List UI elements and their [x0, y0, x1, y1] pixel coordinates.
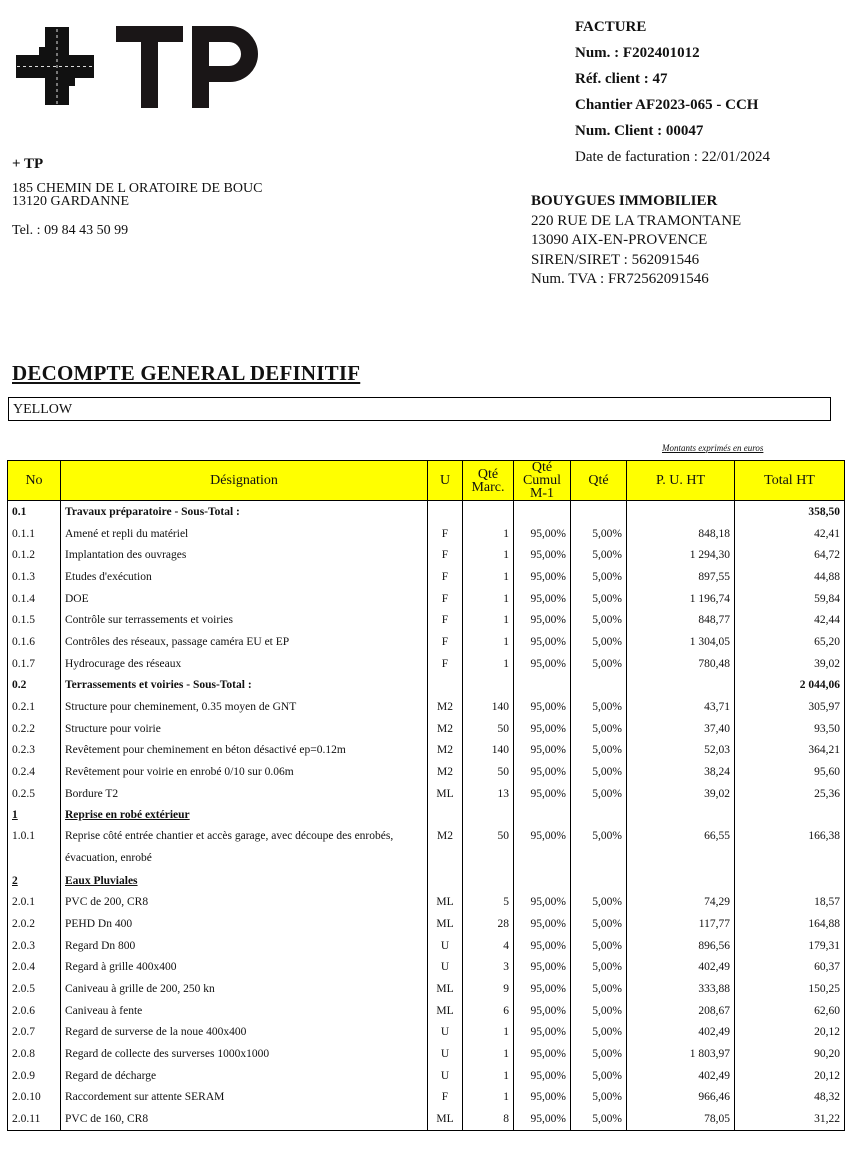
row-qty-marc: 1 — [463, 1022, 514, 1044]
row-designation: Regard à grille 400x400 — [61, 956, 428, 978]
row-total: 164,88 — [735, 913, 845, 935]
row-qty-cumul: 95,00% — [514, 588, 571, 610]
row-number: 0.1.6 — [8, 631, 61, 653]
client-name: BOUYGUES IMMOBILIER — [531, 193, 718, 209]
row-unit-price: 780,48 — [627, 653, 735, 675]
row-unit-price: 402,49 — [627, 956, 735, 978]
row-total — [735, 870, 845, 892]
table-row — [8, 696, 845, 718]
col-header-qty-cumul: Qté Cumul M-1 — [514, 461, 571, 501]
row-qty: 5,00% — [571, 1108, 627, 1130]
row-qty-cumul: 95,00% — [514, 1022, 571, 1044]
row-total: 20,12 — [735, 1022, 845, 1044]
row-designation: Regard Dn 800 — [61, 935, 428, 957]
col-header-no: No — [8, 461, 61, 501]
section-row — [8, 805, 845, 827]
table-row — [8, 609, 845, 631]
row-qty-cumul: 95,00% — [514, 761, 571, 783]
row-qty: 5,00% — [571, 783, 627, 805]
row-designation: Implantation des ouvrages — [61, 544, 428, 566]
row-number: 0.1.5 — [8, 609, 61, 631]
row-designation: Regard de surverse de la noue 400x400 — [61, 1022, 428, 1044]
row-unit-price: 38,24 — [627, 761, 735, 783]
row-qty: 5,00% — [571, 956, 627, 978]
row-total: 48,32 — [735, 1087, 845, 1109]
row-qty: 5,00% — [571, 891, 627, 913]
row-qty-cumul: 95,00% — [514, 718, 571, 740]
sender-address-line1: 185 CHEMIN DE L ORATOIRE DE BOUC — [12, 181, 263, 196]
table-row — [8, 1000, 845, 1022]
row-qty — [571, 501, 627, 523]
row-qty-marc: 1 — [463, 523, 514, 545]
row-unit: U — [428, 1043, 463, 1065]
row-unit-price: 1 196,74 — [627, 588, 735, 610]
row-total: 31,22 — [735, 1108, 845, 1130]
row-designation: Contrôles des réseaux, passage caméra EU et EP — [61, 631, 428, 653]
row-number: 0.2.1 — [8, 696, 61, 718]
row-unit: U — [428, 1022, 463, 1044]
row-designation: PVC de 160, CR8 — [61, 1108, 428, 1130]
row-qty-marc: 1 — [463, 609, 514, 631]
currency-note: Montants exprimés en euros — [662, 443, 764, 453]
row-unit: F — [428, 631, 463, 653]
row-number: 0.1 — [8, 501, 61, 523]
row-total: 93,50 — [735, 718, 845, 740]
row-number: 0.2 — [8, 675, 61, 697]
row-designation: Regard de décharge — [61, 1065, 428, 1087]
road-cross-logo-icon — [14, 22, 259, 110]
project-label-box — [8, 397, 831, 421]
row-total: 179,31 — [735, 935, 845, 957]
row-qty-marc: 1 — [463, 588, 514, 610]
row-number: 0.2.5 — [8, 783, 61, 805]
row-number: 2.0.5 — [8, 978, 61, 1000]
company-logo — [14, 22, 259, 110]
row-number: 0.1.4 — [8, 588, 61, 610]
row-unit: F — [428, 588, 463, 610]
row-qty-marc: 1 — [463, 566, 514, 588]
row-unit-price: 117,77 — [627, 913, 735, 935]
row-total: 18,57 — [735, 891, 845, 913]
table-row — [8, 978, 845, 1000]
row-unit: F — [428, 653, 463, 675]
row-designation: Etudes d'exécution — [61, 566, 428, 588]
row-qty-cumul: 95,00% — [514, 826, 571, 869]
row-qty: 5,00% — [571, 696, 627, 718]
row-qty-marc: 5 — [463, 891, 514, 913]
row-number: 2 — [8, 870, 61, 892]
table-row — [8, 523, 845, 545]
table-row — [8, 1065, 845, 1087]
row-unit-price — [627, 870, 735, 892]
row-unit: U — [428, 935, 463, 957]
row-qty — [571, 805, 627, 827]
row-qty-cumul: 95,00% — [514, 696, 571, 718]
row-designation: Regard de collecte des surverses 1000x1000 — [61, 1043, 428, 1065]
row-qty-marc: 140 — [463, 740, 514, 762]
row-designation: Travaux préparatoire - Sous-Total : — [61, 501, 428, 523]
document-title: DECOMPTE GENERAL DEFINITIF — [12, 361, 361, 385]
row-qty — [571, 870, 627, 892]
row-designation: Caniveau à fente — [61, 1000, 428, 1022]
table-row — [8, 826, 845, 869]
row-designation: PVC de 200, CR8 — [61, 891, 428, 913]
row-unit-price — [627, 805, 735, 827]
table-row — [8, 761, 845, 783]
row-qty-marc: 6 — [463, 1000, 514, 1022]
row-number: 0.1.2 — [8, 544, 61, 566]
row-qty-cumul: 95,00% — [514, 978, 571, 1000]
row-qty-cumul: 95,00% — [514, 1108, 571, 1130]
row-qty-marc: 13 — [463, 783, 514, 805]
row-number: 1 — [8, 805, 61, 827]
row-number: 0.1.1 — [8, 523, 61, 545]
row-qty: 5,00% — [571, 935, 627, 957]
row-qty-marc: 9 — [463, 978, 514, 1000]
table-row — [8, 1108, 845, 1130]
row-unit: M2 — [428, 696, 463, 718]
row-unit: ML — [428, 891, 463, 913]
row-total: 39,02 — [735, 653, 845, 675]
project-label: YELLOW — [13, 402, 73, 417]
row-qty-marc: 1 — [463, 631, 514, 653]
row-qty-marc: 50 — [463, 718, 514, 740]
row-unit-price: 78,05 — [627, 1108, 735, 1130]
row-unit: M2 — [428, 826, 463, 869]
row-unit: ML — [428, 913, 463, 935]
row-total: 62,60 — [735, 1000, 845, 1022]
invoice-info — [575, 17, 770, 173]
row-qty-marc — [463, 675, 514, 697]
statement-table — [7, 460, 845, 1131]
row-designation: Reprise en robé extérieur — [61, 805, 428, 827]
table-row — [8, 718, 845, 740]
row-qty-marc — [463, 805, 514, 827]
table-row — [8, 631, 845, 653]
row-unit-price — [627, 501, 735, 523]
row-qty-cumul: 95,00% — [514, 740, 571, 762]
row-unit: ML — [428, 1000, 463, 1022]
row-total: 364,21 — [735, 740, 845, 762]
table-row — [8, 1043, 845, 1065]
row-number: 1.0.1 — [8, 826, 61, 869]
row-designation: Reprise côté entrée chantier et accès garage, avec découpe des enrobés, évacuation, enrobé — [61, 826, 428, 869]
row-qty-cumul: 95,00% — [514, 653, 571, 675]
sender-phone: Tel. : 09 84 43 50 99 — [12, 223, 129, 238]
row-designation: Caniveau à grille de 200, 250 kn — [61, 978, 428, 1000]
row-qty-marc: 4 — [463, 935, 514, 957]
row-qty-marc: 50 — [463, 826, 514, 869]
row-number: 2.0.2 — [8, 913, 61, 935]
row-qty: 5,00% — [571, 826, 627, 869]
client-vat: Num. TVA : FR72562091546 — [531, 271, 709, 288]
row-total: 305,97 — [735, 696, 845, 718]
row-total: 20,12 — [735, 1065, 845, 1087]
table-row — [8, 653, 845, 675]
row-designation: Eaux Pluviales — [61, 870, 428, 892]
sender-address-line2: 13120 GARDANNE — [12, 194, 130, 209]
row-designation: Structure pour voirie — [61, 718, 428, 740]
row-unit-price: 52,03 — [627, 740, 735, 762]
row-unit-price — [627, 675, 735, 697]
row-qty: 5,00% — [571, 566, 627, 588]
row-unit: F — [428, 609, 463, 631]
row-qty: 5,00% — [571, 740, 627, 762]
row-qty: 5,00% — [571, 544, 627, 566]
row-designation: PEHD Dn 400 — [61, 913, 428, 935]
row-unit-price: 37,40 — [627, 718, 735, 740]
row-qty-cumul: 95,00% — [514, 544, 571, 566]
row-qty-cumul: 95,00% — [514, 891, 571, 913]
row-qty: 5,00% — [571, 1087, 627, 1109]
row-total: 150,25 — [735, 978, 845, 1000]
invoice-type: FACTURE — [575, 19, 647, 35]
row-qty-cumul — [514, 501, 571, 523]
row-number: 0.1.3 — [8, 566, 61, 588]
row-designation: Hydrocurage des réseaux — [61, 653, 428, 675]
table-row — [8, 566, 845, 588]
row-qty-marc: 140 — [463, 696, 514, 718]
row-qty-marc: 1 — [463, 1087, 514, 1109]
row-unit-price: 39,02 — [627, 783, 735, 805]
row-qty: 5,00% — [571, 1043, 627, 1065]
client-siren: SIREN/SIRET : 562091546 — [531, 251, 700, 268]
table-row — [8, 544, 845, 566]
row-unit-price: 1 294,30 — [627, 544, 735, 566]
row-designation: Revêtement pour cheminement en béton désactivé ep=0.12m — [61, 740, 428, 762]
subtotal-row — [8, 675, 845, 697]
row-unit: ML — [428, 978, 463, 1000]
row-qty-marc: 8 — [463, 1108, 514, 1130]
row-qty-marc: 1 — [463, 1065, 514, 1087]
table-row — [8, 1022, 845, 1044]
row-qty: 5,00% — [571, 761, 627, 783]
row-number: 2.0.7 — [8, 1022, 61, 1044]
row-unit-price: 74,29 — [627, 891, 735, 913]
row-qty-cumul: 95,00% — [514, 1043, 571, 1065]
row-designation: DOE — [61, 588, 428, 610]
site-reference: Chantier AF2023-065 - CCH — [575, 97, 759, 113]
subtotal-row — [8, 501, 845, 523]
row-unit-price: 333,88 — [627, 978, 735, 1000]
row-unit: ML — [428, 1108, 463, 1130]
row-number: 0.2.3 — [8, 740, 61, 762]
row-qty: 5,00% — [571, 978, 627, 1000]
invoice-date: Date de facturation : 22/01/2024 — [575, 149, 770, 165]
row-qty: 5,00% — [571, 609, 627, 631]
row-number: 0.2.4 — [8, 761, 61, 783]
table-row — [8, 740, 845, 762]
row-qty: 5,00% — [571, 1022, 627, 1044]
row-qty-marc: 50 — [463, 761, 514, 783]
row-qty-marc: 3 — [463, 956, 514, 978]
row-qty-cumul: 95,00% — [514, 609, 571, 631]
client-address-line2: 13090 AIX-EN-PROVENCE — [531, 232, 708, 249]
row-total — [735, 805, 845, 827]
row-total: 59,84 — [735, 588, 845, 610]
col-header-qty: Qté — [571, 461, 627, 501]
row-qty: 5,00% — [571, 588, 627, 610]
row-designation: Raccordement sur attente SERAM — [61, 1087, 428, 1109]
row-qty: 5,00% — [571, 631, 627, 653]
row-total: 2 044,06 — [735, 675, 845, 697]
row-qty-marc — [463, 501, 514, 523]
client-address-line1: 220 RUE DE LA TRAMONTANE — [531, 212, 742, 229]
col-header-qty-marc: Qté Marc. — [463, 461, 514, 501]
row-number: 2.0.11 — [8, 1108, 61, 1130]
row-unit — [428, 675, 463, 697]
row-number: 0.2.2 — [8, 718, 61, 740]
table-header-row — [8, 461, 845, 501]
row-qty-cumul: 95,00% — [514, 566, 571, 588]
row-qty: 5,00% — [571, 913, 627, 935]
row-total: 42,44 — [735, 609, 845, 631]
row-designation: Structure pour cheminement, 0.35 moyen de GNT — [61, 696, 428, 718]
row-number: 2.0.1 — [8, 891, 61, 913]
client-reference: Réf. client : 47 — [575, 71, 668, 87]
row-unit-price: 66,55 — [627, 826, 735, 869]
row-designation: Amené et repli du matériel — [61, 523, 428, 545]
row-designation: Contrôle sur terrassements et voiries — [61, 609, 428, 631]
row-qty-marc: 1 — [463, 1043, 514, 1065]
row-unit-price: 402,49 — [627, 1022, 735, 1044]
row-unit: F — [428, 1087, 463, 1109]
row-qty-cumul: 95,00% — [514, 913, 571, 935]
row-qty-marc — [463, 870, 514, 892]
row-number: 2.0.9 — [8, 1065, 61, 1087]
row-qty-cumul — [514, 675, 571, 697]
row-qty-cumul: 95,00% — [514, 631, 571, 653]
row-qty-cumul: 95,00% — [514, 1000, 571, 1022]
col-header-unit: U — [428, 461, 463, 501]
row-unit-price: 208,67 — [627, 1000, 735, 1022]
row-unit: M2 — [428, 740, 463, 762]
row-qty-cumul: 95,00% — [514, 1065, 571, 1087]
row-unit-price: 43,71 — [627, 696, 735, 718]
row-qty-cumul — [514, 805, 571, 827]
row-total: 95,60 — [735, 761, 845, 783]
row-qty: 5,00% — [571, 523, 627, 545]
row-qty-marc: 1 — [463, 653, 514, 675]
row-total: 44,88 — [735, 566, 845, 588]
table-row — [8, 1087, 845, 1109]
table-row — [8, 935, 845, 957]
row-number: 0.1.7 — [8, 653, 61, 675]
row-total: 42,41 — [735, 523, 845, 545]
row-unit — [428, 870, 463, 892]
row-total: 60,37 — [735, 956, 845, 978]
row-number: 2.0.3 — [8, 935, 61, 957]
row-total: 358,50 — [735, 501, 845, 523]
row-qty-cumul: 95,00% — [514, 783, 571, 805]
row-qty-cumul: 95,00% — [514, 523, 571, 545]
row-designation: Bordure T2 — [61, 783, 428, 805]
row-total: 65,20 — [735, 631, 845, 653]
row-unit: U — [428, 1065, 463, 1087]
row-designation: Revêtement pour voirie en enrobé 0/10 sur 0.06m — [61, 761, 428, 783]
col-header-unit-price: P. U. HT — [627, 461, 735, 501]
row-unit-price: 1 304,05 — [627, 631, 735, 653]
invoice-number: Num. : F202401012 — [575, 45, 700, 61]
col-header-designation: Désignation — [61, 461, 428, 501]
row-total: 90,20 — [735, 1043, 845, 1065]
row-number: 2.0.10 — [8, 1087, 61, 1109]
row-total: 166,38 — [735, 826, 845, 869]
row-unit-price: 1 803,97 — [627, 1043, 735, 1065]
row-number: 2.0.4 — [8, 956, 61, 978]
table-row — [8, 588, 845, 610]
row-unit-price: 848,77 — [627, 609, 735, 631]
table-body — [8, 501, 845, 1131]
row-qty: 5,00% — [571, 653, 627, 675]
row-unit-price: 848,18 — [627, 523, 735, 545]
table-row — [8, 891, 845, 913]
row-qty: 5,00% — [571, 718, 627, 740]
table-row — [8, 783, 845, 805]
row-number: 2.0.6 — [8, 1000, 61, 1022]
row-unit: F — [428, 544, 463, 566]
row-qty-marc: 28 — [463, 913, 514, 935]
sender-address — [12, 182, 262, 208]
row-unit: M2 — [428, 718, 463, 740]
row-designation: Terrassements et voiries - Sous-Total : — [61, 675, 428, 697]
row-unit-price: 966,46 — [627, 1087, 735, 1109]
row-unit: ML — [428, 783, 463, 805]
section-row — [8, 870, 845, 892]
row-unit-price: 402,49 — [627, 1065, 735, 1087]
row-qty-marc: 1 — [463, 544, 514, 566]
row-qty — [571, 675, 627, 697]
table-row — [8, 913, 845, 935]
row-unit: F — [428, 523, 463, 545]
row-qty-cumul: 95,00% — [514, 956, 571, 978]
row-number: 2.0.8 — [8, 1043, 61, 1065]
row-total: 64,72 — [735, 544, 845, 566]
row-unit: U — [428, 956, 463, 978]
row-unit — [428, 805, 463, 827]
client-address-block — [531, 191, 741, 289]
row-qty: 5,00% — [571, 1000, 627, 1022]
row-unit-price: 896,56 — [627, 935, 735, 957]
row-qty-cumul — [514, 870, 571, 892]
col-header-total: Total HT — [735, 461, 845, 501]
table-row — [8, 956, 845, 978]
row-qty-cumul: 95,00% — [514, 1087, 571, 1109]
client-number: Num. Client : 00047 — [575, 123, 704, 139]
row-unit: M2 — [428, 761, 463, 783]
row-total: 25,36 — [735, 783, 845, 805]
row-unit: F — [428, 566, 463, 588]
row-unit-price: 897,55 — [627, 566, 735, 588]
row-qty-cumul: 95,00% — [514, 935, 571, 957]
row-qty: 5,00% — [571, 1065, 627, 1087]
row-unit — [428, 501, 463, 523]
sender-name: + TP — [12, 156, 44, 172]
